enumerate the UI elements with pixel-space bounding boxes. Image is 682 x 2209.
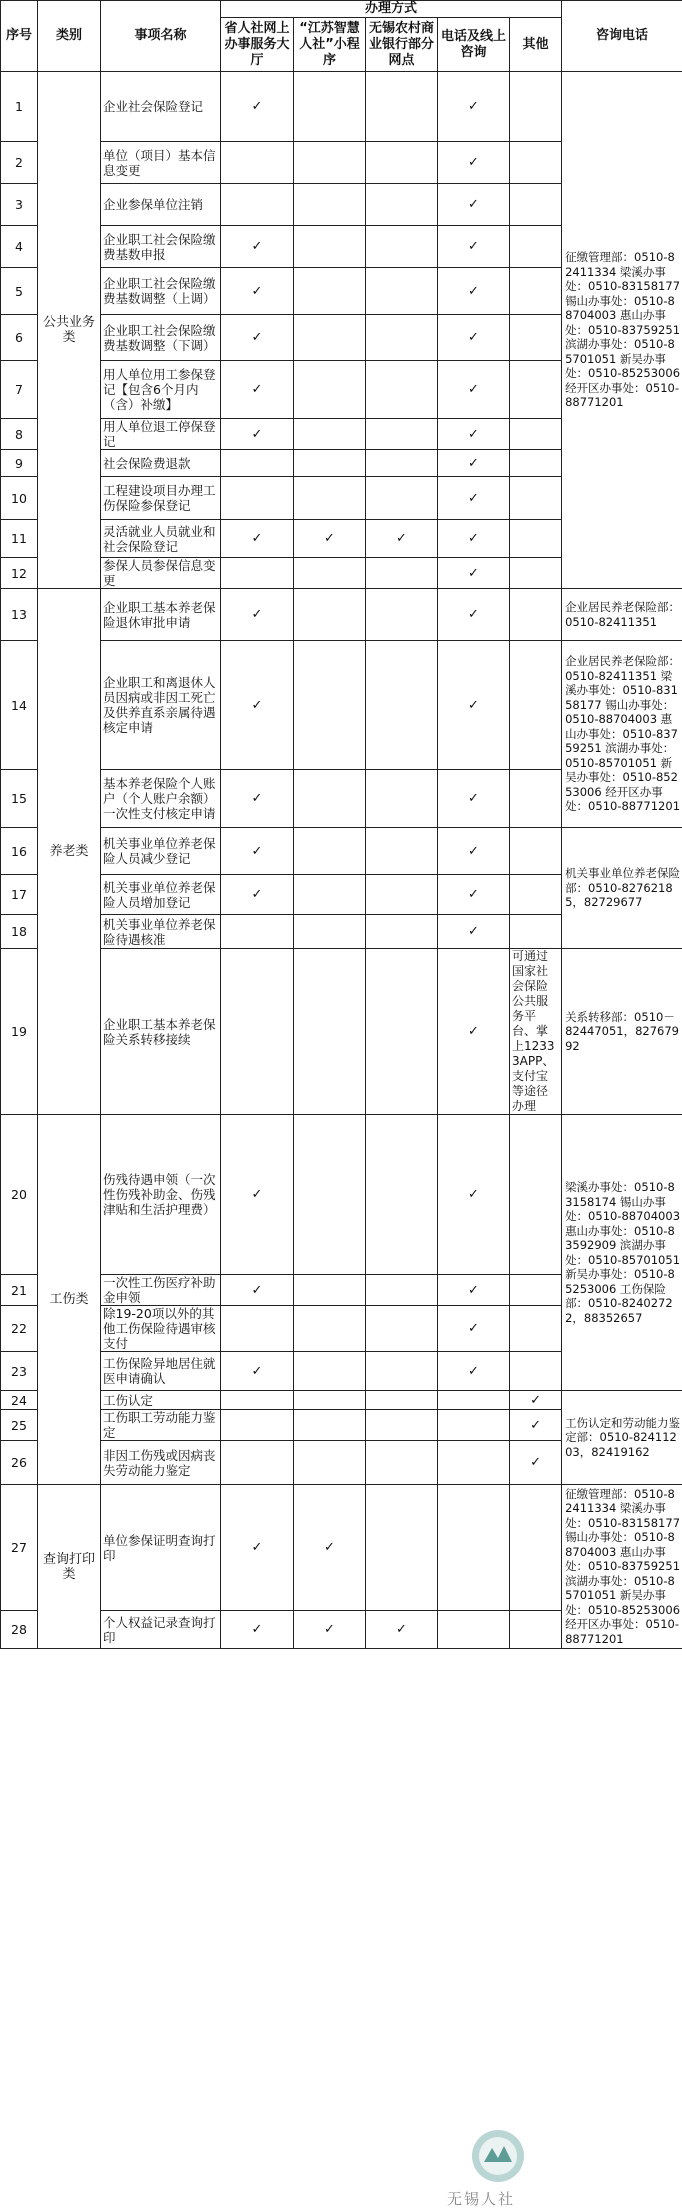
method-phone-check	[438, 1485, 510, 1611]
method-other-cell	[510, 1115, 562, 1275]
item-name: 用人单位用工参保登记【包含6个月内（含）补缴】	[101, 361, 221, 419]
item-name: 企业职工社会保险缴费基数调整（下调）	[101, 315, 221, 361]
method-online-hall-check: ✓	[221, 1611, 294, 1649]
method-other-cell	[510, 1485, 562, 1611]
method-phone-check: ✓	[438, 1306, 510, 1352]
item-name: 企业社会保险登记	[101, 72, 221, 142]
header-methods-group: 办理方式	[221, 1, 562, 18]
table-row	[1, 1115, 682, 1275]
method-phone-check: ✓	[438, 419, 510, 450]
row-index: 20	[1, 1115, 38, 1275]
method-miniprogram-check: ✓	[294, 1485, 366, 1611]
method-other-cell	[510, 419, 562, 450]
header-contact: 咨询电话	[562, 1, 682, 72]
watermark-text: 无锡人社	[447, 2188, 515, 2209]
header-index: 序号	[1, 1, 38, 72]
method-phone-check: ✓	[438, 315, 510, 361]
table-row	[1, 589, 682, 641]
method-miniprogram-check	[294, 1306, 366, 1352]
method-phone-check: ✓	[438, 641, 510, 770]
item-name: 企业职工基本养老保险退休审批申请	[101, 589, 221, 641]
method-bank-check	[366, 558, 438, 589]
method-online-hall-check: ✓	[221, 875, 294, 915]
header-item-name: 事项名称	[101, 1, 221, 72]
row-index: 12	[1, 558, 38, 589]
item-name: 单位参保证明查询打印	[101, 1485, 221, 1611]
category-cell: 工伤类	[38, 1115, 101, 1485]
row-index: 21	[1, 1275, 38, 1306]
method-online-hall-check	[221, 450, 294, 477]
method-bank-check	[366, 1352, 438, 1391]
method-other-cell: ✓	[510, 1410, 562, 1441]
method-online-hall-check	[221, 142, 294, 184]
row-index: 14	[1, 641, 38, 770]
method-other-cell	[510, 641, 562, 770]
item-name: 一次性工伤医疗补助金申领	[101, 1275, 221, 1306]
method-miniprogram-check	[294, 1352, 366, 1391]
item-name: 机关事业单位养老保险人员减少登记	[101, 828, 221, 875]
method-online-hall-check: ✓	[221, 226, 294, 268]
item-name: 工程建设项目办理工伤保险参保登记	[101, 477, 221, 520]
method-miniprogram-check	[294, 558, 366, 589]
row-index: 1	[1, 72, 38, 142]
method-other-cell	[510, 875, 562, 915]
method-other-cell	[510, 1611, 562, 1649]
item-name: 非因工伤残或因病丧失劳动能力鉴定	[101, 1441, 221, 1485]
method-phone-check: ✓	[438, 875, 510, 915]
method-phone-check	[438, 1391, 510, 1410]
table-row	[1, 949, 682, 1115]
method-bank-check	[366, 477, 438, 520]
item-name: 机关事业单位养老保险人员增加登记	[101, 875, 221, 915]
method-other-cell	[510, 558, 562, 589]
method-other-cell	[510, 828, 562, 875]
method-miniprogram-check	[294, 875, 366, 915]
method-online-hall-check	[221, 558, 294, 589]
item-name: 企业参保单位注销	[101, 184, 221, 226]
header-category: 类别	[38, 1, 101, 72]
row-index: 19	[1, 949, 38, 1115]
row-index: 24	[1, 1391, 38, 1410]
method-miniprogram-check	[294, 226, 366, 268]
row-index: 25	[1, 1410, 38, 1441]
method-phone-check: ✓	[438, 770, 510, 828]
method-other-cell	[510, 915, 562, 949]
method-bank-check	[366, 268, 438, 315]
method-bank-check	[366, 828, 438, 875]
method-miniprogram-check	[294, 1391, 366, 1410]
item-name: 机关事业单位养老保险待遇核准	[101, 915, 221, 949]
method-phone-check: ✓	[438, 915, 510, 949]
method-bank-check	[366, 1391, 438, 1410]
row-index: 27	[1, 1485, 38, 1611]
method-phone-check: ✓	[438, 268, 510, 315]
table-row	[1, 828, 682, 875]
method-other-cell	[510, 1275, 562, 1306]
row-index: 26	[1, 1441, 38, 1485]
item-name: 企业职工基本养老保险关系转移接续	[101, 949, 221, 1115]
item-name: 社会保险费退款	[101, 450, 221, 477]
logo-watermark-icon	[470, 2128, 526, 2184]
category-cell: 养老类	[38, 589, 101, 1115]
row-index: 10	[1, 477, 38, 520]
method-bank-check	[366, 949, 438, 1115]
method-bank-check	[366, 1275, 438, 1306]
category-cell: 公共业务类	[38, 72, 101, 589]
method-online-hall-check: ✓	[221, 268, 294, 315]
method-bank-check	[366, 315, 438, 361]
method-bank-check	[366, 450, 438, 477]
header-method-phone: 电话及线上咨询	[438, 18, 510, 72]
header-method-bank: 无锡农村商业银行部分网点	[366, 18, 438, 72]
method-phone-check: ✓	[438, 142, 510, 184]
method-phone-check: ✓	[438, 1115, 510, 1275]
method-online-hall-check: ✓	[221, 1485, 294, 1611]
method-phone-check: ✓	[438, 477, 510, 520]
method-bank-check: ✓	[366, 520, 438, 558]
method-online-hall-check: ✓	[221, 361, 294, 419]
contact-phones: 关系转移部：0510－82447051，82767992	[562, 949, 682, 1115]
method-other-cell: ✓	[510, 1441, 562, 1485]
row-index: 23	[1, 1352, 38, 1391]
table-row	[1, 72, 682, 142]
method-bank-check: ✓	[366, 1611, 438, 1649]
method-miniprogram-check	[294, 450, 366, 477]
table-row	[1, 1391, 682, 1410]
method-online-hall-check	[221, 915, 294, 949]
method-online-hall-check	[221, 1306, 294, 1352]
method-miniprogram-check	[294, 915, 366, 949]
category-cell: 查询打印类	[38, 1485, 101, 1649]
method-bank-check	[366, 226, 438, 268]
row-index: 4	[1, 226, 38, 268]
method-bank-check	[366, 419, 438, 450]
item-name: 参保人员参保信息变更	[101, 558, 221, 589]
method-bank-check	[366, 1410, 438, 1441]
header-method-other: 其他	[510, 18, 562, 72]
method-phone-check: ✓	[438, 226, 510, 268]
method-bank-check	[366, 72, 438, 142]
method-miniprogram-check	[294, 770, 366, 828]
item-name: 企业职工社会保险缴费基数调整（上调）	[101, 268, 221, 315]
method-other-cell	[510, 72, 562, 142]
header-method-online-hall: 省人社网上办事服务大厅	[221, 18, 294, 72]
method-bank-check	[366, 875, 438, 915]
row-index: 22	[1, 1306, 38, 1352]
contact-phones: 工伤认定和劳动能力鉴定部：0510-82411203，82419162	[562, 1391, 682, 1485]
row-index: 9	[1, 450, 38, 477]
row-index: 3	[1, 184, 38, 226]
method-other-cell	[510, 450, 562, 477]
method-miniprogram-check	[294, 1275, 366, 1306]
method-other-cell	[510, 520, 562, 558]
contact-phones: 企业居民养老保险部：0510-82411351 梁溪办事处：0510-83158177 锡山办事处：0510-88704003 惠山办事处：0510-83759251 滨湖办事处：0510-85701051 新吴办事处：0510-85253006 经开区办事处：0510-88771201	[562, 641, 682, 828]
method-online-hall-check: ✓	[221, 1352, 294, 1391]
method-phone-check	[438, 1410, 510, 1441]
method-online-hall-check	[221, 477, 294, 520]
method-bank-check	[366, 1441, 438, 1485]
method-online-hall-check	[221, 1441, 294, 1485]
method-bank-check	[366, 641, 438, 770]
method-miniprogram-check	[294, 589, 366, 641]
method-other-cell: 可通过国家社会保险公共服务平台、掌上12333APP、支付宝等途径办理	[510, 949, 562, 1115]
method-miniprogram-check	[294, 361, 366, 419]
method-phone-check	[438, 1611, 510, 1649]
item-name: 工伤认定	[101, 1391, 221, 1410]
method-miniprogram-check	[294, 184, 366, 226]
item-name: 伤残待遇申领（一次性伤残补助金、伤残津贴和生活护理费）	[101, 1115, 221, 1275]
method-online-hall-check	[221, 1391, 294, 1410]
row-index: 28	[1, 1611, 38, 1649]
method-phone-check: ✓	[438, 520, 510, 558]
method-online-hall-check: ✓	[221, 1275, 294, 1306]
method-miniprogram-check	[294, 477, 366, 520]
method-bank-check	[366, 184, 438, 226]
method-online-hall-check: ✓	[221, 520, 294, 558]
method-miniprogram-check	[294, 1441, 366, 1485]
method-other-cell	[510, 1352, 562, 1391]
method-phone-check: ✓	[438, 1352, 510, 1391]
item-name: 除19-20项以外的其他工伤保险待遇审核支付	[101, 1306, 221, 1352]
item-name: 工伤职工劳动能力鉴定	[101, 1410, 221, 1441]
method-other-cell	[510, 226, 562, 268]
method-online-hall-check	[221, 1410, 294, 1441]
method-miniprogram-check	[294, 949, 366, 1115]
method-other-cell	[510, 268, 562, 315]
row-index: 11	[1, 520, 38, 558]
row-index: 6	[1, 315, 38, 361]
item-name: 工伤保险异地居住就医申请确认	[101, 1352, 221, 1391]
row-index: 8	[1, 419, 38, 450]
method-miniprogram-check	[294, 828, 366, 875]
method-bank-check	[366, 1485, 438, 1611]
method-bank-check	[366, 142, 438, 184]
method-phone-check: ✓	[438, 828, 510, 875]
method-online-hall-check: ✓	[221, 315, 294, 361]
method-miniprogram-check	[294, 142, 366, 184]
row-index: 18	[1, 915, 38, 949]
method-miniprogram-check	[294, 641, 366, 770]
method-miniprogram-check: ✓	[294, 520, 366, 558]
method-phone-check: ✓	[438, 589, 510, 641]
method-bank-check	[366, 770, 438, 828]
method-miniprogram-check	[294, 315, 366, 361]
contact-phones: 梁溪办事处：0510-83158174 锡山办事处：0510-88704003 惠山办事处：0510-83592909 滨湖办事处：0510-85701051 新吴办事处：0510-85253006 工伤保险部：0510-82402722，88352657	[562, 1115, 682, 1391]
method-miniprogram-check	[294, 72, 366, 142]
method-online-hall-check: ✓	[221, 72, 294, 142]
method-online-hall-check: ✓	[221, 419, 294, 450]
method-phone-check: ✓	[438, 450, 510, 477]
method-phone-check: ✓	[438, 1275, 510, 1306]
method-miniprogram-check: ✓	[294, 1611, 366, 1649]
method-phone-check: ✓	[438, 72, 510, 142]
row-index: 17	[1, 875, 38, 915]
method-other-cell	[510, 315, 562, 361]
row-index: 2	[1, 142, 38, 184]
method-miniprogram-check	[294, 268, 366, 315]
item-name: 企业职工和离退休人员因病或非因工死亡及供养直系亲属待遇核定申请	[101, 641, 221, 770]
method-other-cell	[510, 361, 562, 419]
item-name: 基本养老保险个人账户（个人账户余额）一次性支付核定申请	[101, 770, 221, 828]
header-method-miniprogram: “江苏智慧人社”小程序	[294, 18, 366, 72]
method-phone-check: ✓	[438, 949, 510, 1115]
method-bank-check	[366, 361, 438, 419]
method-miniprogram-check	[294, 419, 366, 450]
method-online-hall-check	[221, 184, 294, 226]
method-other-cell	[510, 477, 562, 520]
item-name: 灵活就业人员就业和社会保险登记	[101, 520, 221, 558]
row-index: 13	[1, 589, 38, 641]
table-row	[1, 641, 682, 770]
method-miniprogram-check	[294, 1410, 366, 1441]
method-other-cell	[510, 184, 562, 226]
method-online-hall-check: ✓	[221, 828, 294, 875]
method-bank-check	[366, 1306, 438, 1352]
row-index: 15	[1, 770, 38, 828]
method-bank-check	[366, 1115, 438, 1275]
contact-phones: 征缴管理部：0510-82411334 梁溪办事处：0510-83158177 锡山办事处：0510-88704003 惠山办事处：0510-83759251 滨湖办事处：0510-85701051 新吴办事处：0510-85253006 经开区办事处：0510-88771201	[562, 72, 682, 589]
method-other-cell	[510, 1306, 562, 1352]
method-bank-check	[366, 915, 438, 949]
method-phone-check: ✓	[438, 361, 510, 419]
method-online-hall-check: ✓	[221, 641, 294, 770]
method-phone-check: ✓	[438, 558, 510, 589]
method-phone-check	[438, 1441, 510, 1485]
method-online-hall-check: ✓	[221, 1115, 294, 1275]
method-online-hall-check: ✓	[221, 770, 294, 828]
method-phone-check: ✓	[438, 184, 510, 226]
method-other-cell	[510, 770, 562, 828]
method-online-hall-check	[221, 949, 294, 1115]
contact-phones: 企业居民养老保险部：0510-82411351	[562, 589, 682, 641]
method-online-hall-check: ✓	[221, 589, 294, 641]
item-name: 企业职工社会保险缴费基数申报	[101, 226, 221, 268]
method-bank-check	[366, 589, 438, 641]
item-name: 个人权益记录查询打印	[101, 1611, 221, 1649]
row-index: 16	[1, 828, 38, 875]
item-name: 单位（项目）基本信息变更	[101, 142, 221, 184]
row-index: 7	[1, 361, 38, 419]
method-miniprogram-check	[294, 1115, 366, 1275]
contact-phones: 机关事业单位养老保险部：0510-82762185，82729677	[562, 828, 682, 949]
contact-phones: 征缴管理部：0510-82411334 梁溪办事处：0510-83158177 锡山办事处：0510-88704003 惠山办事处：0510-83759251 滨湖办事处：0510-85701051 新吴办事处：0510-85253006 经开区办事处：0510-88771201	[562, 1485, 682, 1649]
method-other-cell	[510, 142, 562, 184]
method-other-cell: ✓	[510, 1391, 562, 1410]
item-name: 用人单位退工停保登记	[101, 419, 221, 450]
table-row	[1, 1485, 682, 1611]
row-index: 5	[1, 268, 38, 315]
method-other-cell	[510, 589, 562, 641]
